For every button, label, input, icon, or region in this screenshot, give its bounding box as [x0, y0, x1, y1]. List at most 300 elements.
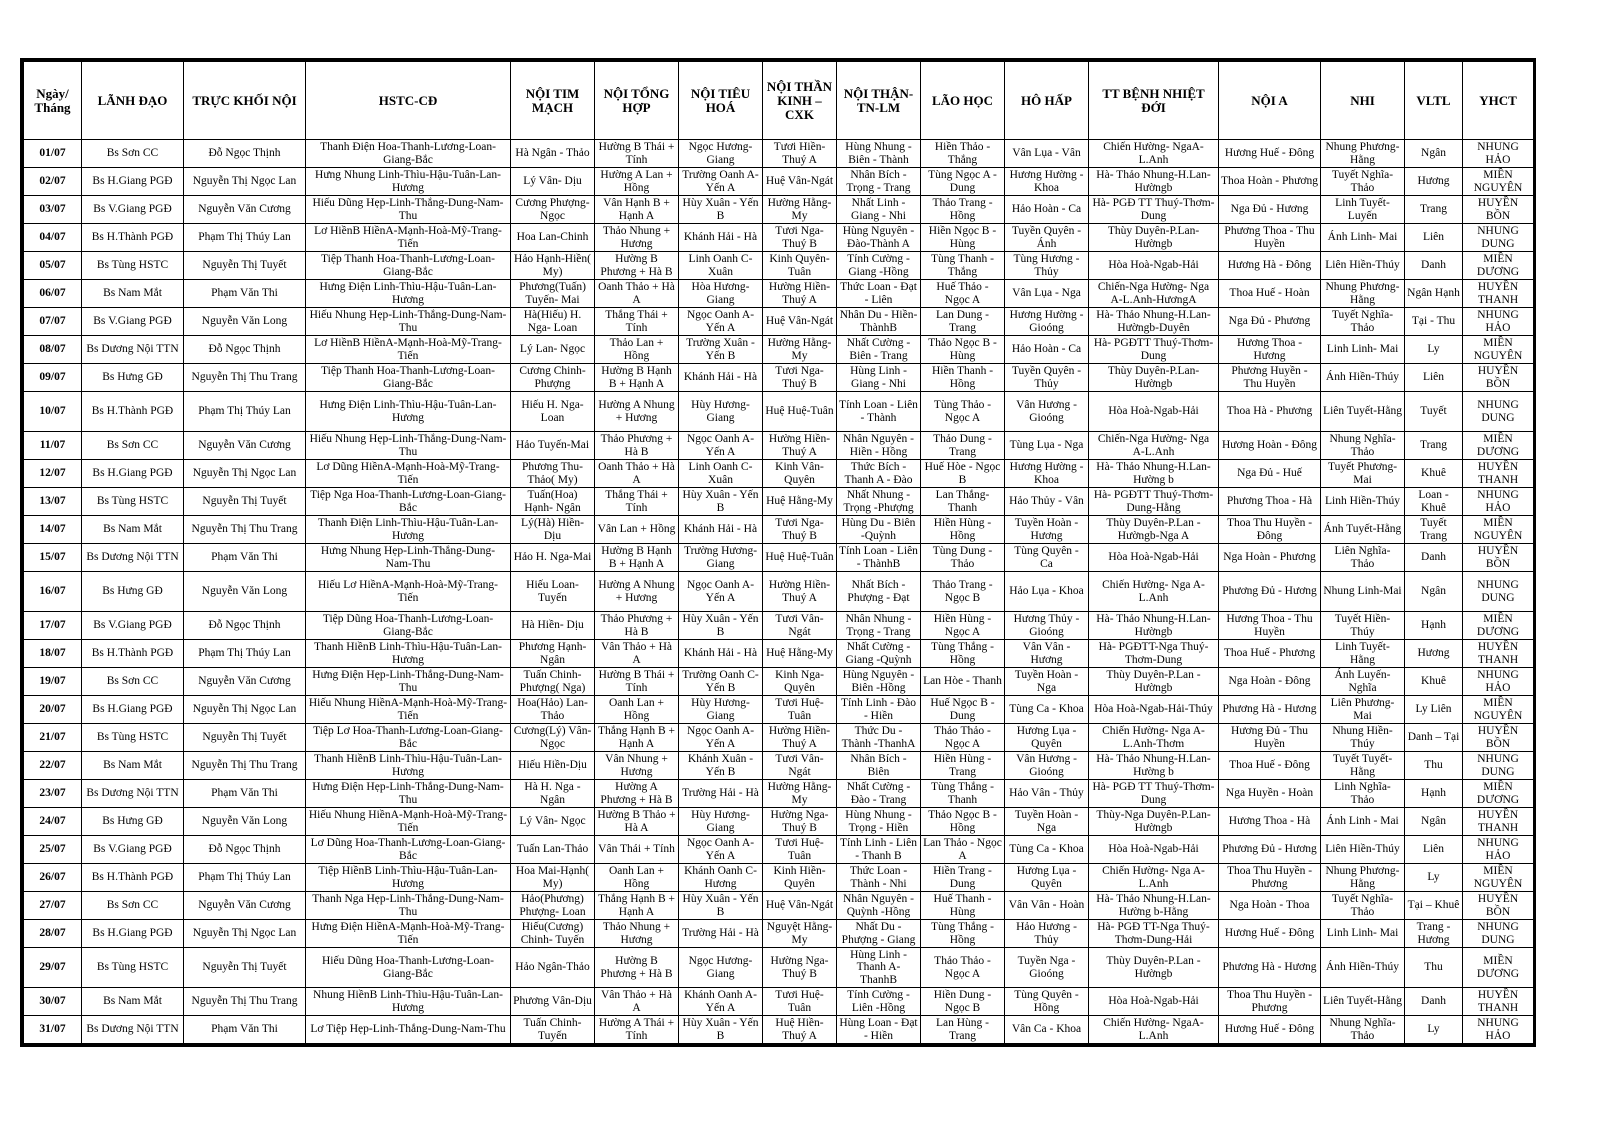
cell-neurology: Nguyệt Hằng- My: [763, 920, 837, 948]
cell-internal-a: Nga Đủ - Phương: [1219, 308, 1321, 336]
cell-physio: Ly Liên: [1405, 696, 1463, 724]
cell-leader: Bs Nam Mắt: [82, 988, 184, 1016]
cell-gastro: Hùy Hương-Giang: [679, 696, 763, 724]
cell-neurology: Tươi Nga-Thuý B: [763, 224, 837, 252]
cell-gastro: Hùy Hương-Giang: [679, 808, 763, 836]
cell-tropical-disease: Chiến Hường- Nga A-L.Anh-Thơm: [1089, 724, 1219, 752]
cell-internal-a: Hương Thoa - Hương: [1219, 336, 1321, 364]
table-row: [24, 892, 1534, 920]
cell-internal-a: Thoa Thu Huyền - Phương: [1219, 864, 1321, 892]
cell-respiratory: Vân Hương - Gioóng: [1005, 752, 1089, 780]
cell-internal-a: Hương Hoàn - Đông: [1219, 432, 1321, 460]
cell-geriatrics: Thảo Trang - Hồng: [921, 196, 1005, 224]
cell-icu: Tiệp Thanh Hoa-Thanh-Lương-Loan-Giang-Bắc: [306, 252, 511, 280]
cell-neurology: Kinh Quyên-Tuân: [763, 252, 837, 280]
cell-geriatrics: Thảo Ngọc B - Hồng: [921, 808, 1005, 836]
cell-gastro: Linh Oanh C- Xuân: [679, 252, 763, 280]
cell-date: 31/07: [24, 1016, 82, 1044]
header-row: [24, 62, 1534, 140]
cell-leader: Bs Tùng HSTC: [82, 252, 184, 280]
cell-gastro: Khánh Oanh C-Hương: [679, 864, 763, 892]
table-row: [24, 808, 1534, 836]
cell-internal-a: Phương Thoa - Thu Huyền: [1219, 224, 1321, 252]
cell-icu: Lơ HiềnB HiềnA-Mạnh-Hoà-Mỹ-Trang-Tiến: [306, 224, 511, 252]
cell-gastro: Trường Hải - Hà: [679, 920, 763, 948]
cell-tropical-disease: Hà- PGĐTT-Nga Thuý-Thơm-Dung: [1089, 640, 1219, 668]
cell-cardiology: Tuấn Lan-Thảo: [511, 836, 595, 864]
cell-icu: Hiếu Dũng Hoa-Thanh-Lương-Loan-Giang-Bắc: [306, 948, 511, 988]
cell-gastro: Ngọc Oanh A- Yến A: [679, 724, 763, 752]
cell-cardiology: Hảo Tuyến-Mai: [511, 432, 595, 460]
cell-physio: Ly: [1405, 864, 1463, 892]
cell-icu: Hưng Điện Hẹp-Linh-Thắng-Dung-Nam-Thu: [306, 668, 511, 696]
cell-leader: Bs Tùng HSTC: [82, 724, 184, 752]
cell-pediatrics: Ánh Luyến-Nghĩa: [1321, 668, 1405, 696]
cell-pediatrics: Nhung Nghĩa-Thảo: [1321, 1016, 1405, 1044]
cell-leader: Bs Sơn CC: [82, 892, 184, 920]
cell-respiratory: Hương Hường - Gioóng: [1005, 308, 1089, 336]
cell-pediatrics: Nhung Phương-Hằng: [1321, 140, 1405, 168]
cell-pediatrics: Linh Tuyết-Hằng: [1321, 640, 1405, 668]
cell-date: 12/07: [24, 460, 82, 488]
cell-respiratory: Tuyền Quyên - Ánh: [1005, 224, 1089, 252]
cell-respiratory: Tuyền Hoàn - Hương: [1005, 516, 1089, 544]
cell-duty-internal: Phạm Văn Thi: [184, 280, 306, 308]
header-pediatrics: NHI: [1321, 62, 1405, 140]
cell-respiratory: Vân Hương - Gioóng: [1005, 392, 1089, 432]
cell-leader: Bs Dương Nội TTN: [82, 780, 184, 808]
cell-cardiology: Phương Thu-Thảo( My): [511, 460, 595, 488]
cell-general-internal: Oanh Thảo + Hà A: [595, 280, 679, 308]
cell-neurology: Huệ Vân-Ngát: [763, 168, 837, 196]
cell-general-internal: Vân Nhung + Hương: [595, 752, 679, 780]
cell-cardiology: Cương(Lý) Vân- Ngọc: [511, 724, 595, 752]
cell-pediatrics: Liên Tuyết-Hằng: [1321, 392, 1405, 432]
cell-tropical-disease: Chiến-Nga Hường- Nga A-L.Anh: [1089, 432, 1219, 460]
cell-traditional-med: MIỀN NGUYÊN: [1463, 168, 1534, 196]
cell-general-internal: Vân Thảo + Hà A: [595, 640, 679, 668]
cell-nephrology: Tính Loan - Liên - ThànhB: [837, 544, 921, 572]
cell-physio: Ly: [1405, 336, 1463, 364]
cell-leader: Bs H.Giang PGĐ: [82, 168, 184, 196]
cell-tropical-disease: Hà- PGĐ TT-Nga Thuý-Thơm-Dung-Hải: [1089, 920, 1219, 948]
cell-pediatrics: Tuyết Nghĩa-Thảo: [1321, 892, 1405, 920]
cell-respiratory: Hương Lụa - Quyên: [1005, 864, 1089, 892]
cell-cardiology: Lý Lan- Ngọc: [511, 336, 595, 364]
table-row: [24, 668, 1534, 696]
cell-internal-a: Thoa Huế - Hoàn: [1219, 280, 1321, 308]
cell-neurology: Tươi Hiền-Thuý A: [763, 140, 837, 168]
cell-gastro: Hòa Hương-Giang: [679, 280, 763, 308]
cell-respiratory: Hảo Vân - Thủy: [1005, 780, 1089, 808]
cell-date: 28/07: [24, 920, 82, 948]
cell-pediatrics: Tuyết Phương-Mai: [1321, 460, 1405, 488]
cell-gastro: Trường Xuân - Yến B: [679, 336, 763, 364]
cell-date: 24/07: [24, 808, 82, 836]
cell-respiratory: Hảo Hoàn - Ca: [1005, 336, 1089, 364]
cell-pediatrics: Linh Hiền-Thúy: [1321, 488, 1405, 516]
cell-general-internal: Thắng Thái + Tính: [595, 308, 679, 336]
table-row: [24, 988, 1534, 1016]
cell-geriatrics: Hiền Dung - Ngọc B: [921, 988, 1005, 1016]
cell-internal-a: Hương Huế - Đông: [1219, 1016, 1321, 1044]
cell-traditional-med: NHUNG DUNG: [1463, 572, 1534, 612]
cell-tropical-disease: Thùy Duyên-P.Lan-Hườngb: [1089, 364, 1219, 392]
cell-geriatrics: Lan Thảo - Ngọc A: [921, 836, 1005, 864]
cell-traditional-med: NHUNG HẢO: [1463, 1016, 1534, 1044]
cell-duty-internal: Phạm Thị Thúy Lan: [184, 224, 306, 252]
table-row: [24, 196, 1534, 224]
cell-duty-internal: Phạm Văn Thi: [184, 780, 306, 808]
table-row: [24, 488, 1534, 516]
cell-duty-internal: Nguyễn Văn Cương: [184, 196, 306, 224]
cell-cardiology: Cương Chinh-Phượng: [511, 364, 595, 392]
cell-leader: Bs V.Giang PGĐ: [82, 836, 184, 864]
cell-gastro: Khánh Xuân - Yến B: [679, 752, 763, 780]
cell-duty-internal: Nguyễn Văn Long: [184, 808, 306, 836]
cell-pediatrics: Ánh Linh - Mai: [1321, 808, 1405, 836]
cell-pediatrics: Tuyết Nghĩa-Thảo: [1321, 308, 1405, 336]
cell-gastro: Linh Oanh C- Xuân: [679, 460, 763, 488]
cell-pediatrics: Linh Linh- Mai: [1321, 336, 1405, 364]
cell-leader: Bs Nam Mắt: [82, 516, 184, 544]
cell-internal-a: Hương Huế - Đông: [1219, 140, 1321, 168]
cell-nephrology: Thức Loan - Đạt - Liên: [837, 280, 921, 308]
cell-tropical-disease: Hà- Thảo Nhung-H.Lan-Hườngb: [1089, 168, 1219, 196]
cell-internal-a: Thoa Hà - Phương: [1219, 392, 1321, 432]
cell-neurology: Hường Nga-Thuý B: [763, 808, 837, 836]
cell-icu: Hưng Điện Linh-Thìu-Hậu-Tuân-Lan-Hương: [306, 280, 511, 308]
cell-cardiology: Lý Vân- Ngọc: [511, 808, 595, 836]
cell-traditional-med: HUYỀN THANH: [1463, 988, 1534, 1016]
cell-general-internal: Hường B Phương + Hà B: [595, 948, 679, 988]
cell-nephrology: Nhân Nguyên - Hiền - Hồng: [837, 432, 921, 460]
cell-geriatrics: Lan Hùng - Trang: [921, 1016, 1005, 1044]
cell-gastro: Khánh Hải - Hà: [679, 516, 763, 544]
table-row: [24, 364, 1534, 392]
cell-leader: Bs H.Thành PGĐ: [82, 392, 184, 432]
cell-internal-a: Hương Thoa - Thu Huyền: [1219, 612, 1321, 640]
cell-respiratory: Vân Lụa - Nga: [1005, 280, 1089, 308]
cell-nephrology: Nhân Bích - Trọng - Trang: [837, 168, 921, 196]
cell-cardiology: Tuấn(Hoa) Hạnh- Ngân: [511, 488, 595, 516]
cell-geriatrics: Tùng Thanh - Thắng: [921, 252, 1005, 280]
cell-nephrology: Hùng Loan - Đạt - Hiền: [837, 1016, 921, 1044]
duty-roster-sheet: [20, 58, 1536, 1047]
cell-duty-internal: Nguyễn Thị Tuyết: [184, 252, 306, 280]
cell-neurology: Hường Hiền-Thuý A: [763, 280, 837, 308]
cell-leader: Bs Hưng GĐ: [82, 808, 184, 836]
cell-date: 15/07: [24, 544, 82, 572]
cell-geriatrics: Hiền Hùng - Ngọc A: [921, 612, 1005, 640]
cell-respiratory: Hương Thủy - Gioóng: [1005, 612, 1089, 640]
cell-icu: Lơ Dũng Hoa-Thanh-Lương-Loan-Giang-Bắc: [306, 836, 511, 864]
cell-gastro: Ngọc Oanh A- Yến A: [679, 308, 763, 336]
cell-icu: Hiếu Dũng Hẹp-Linh-Thắng-Dung-Nam-Thu: [306, 196, 511, 224]
cell-respiratory: Hảo Lụa - Khoa: [1005, 572, 1089, 612]
cell-nephrology: Hùng Nhung - Trọng - Hiền: [837, 808, 921, 836]
cell-physio: Hương: [1405, 168, 1463, 196]
cell-pediatrics: Ánh Hiền-Thúy: [1321, 364, 1405, 392]
table-row: [24, 516, 1534, 544]
cell-cardiology: Hiếu Loan-Tuyến: [511, 572, 595, 612]
cell-physio: Ngân Hạnh: [1405, 280, 1463, 308]
cell-tropical-disease: Hòa Hoà-Ngab-Hải: [1089, 252, 1219, 280]
cell-physio: Hạnh: [1405, 612, 1463, 640]
cell-nephrology: Nhân Nhung - Trọng - Trang: [837, 612, 921, 640]
table-row: [24, 168, 1534, 196]
cell-neurology: Kinh Vân-Quyên: [763, 460, 837, 488]
cell-respiratory: Hương Hường - Khoa: [1005, 460, 1089, 488]
cell-neurology: Hường Hằng-My: [763, 780, 837, 808]
cell-respiratory: Hương Hường - Khoa: [1005, 168, 1089, 196]
cell-general-internal: Hường A Nhung + Hương: [595, 572, 679, 612]
cell-pediatrics: Linh Linh- Mai: [1321, 920, 1405, 948]
cell-duty-internal: Nguyễn Thị Tuyết: [184, 948, 306, 988]
cell-cardiology: Phương(Tuấn) Tuyến- Mai: [511, 280, 595, 308]
cell-cardiology: Hảo Ngân-Thảo: [511, 948, 595, 988]
cell-icu: Tiệp HiềnB Linh-Thìu-Hậu-Tuân-Lan-Hương: [306, 864, 511, 892]
cell-general-internal: Hường B Hạnh B + Hạnh A: [595, 544, 679, 572]
table-row: [24, 612, 1534, 640]
table-row: [24, 724, 1534, 752]
cell-traditional-med: NHUNG DUNG: [1463, 752, 1534, 780]
cell-nephrology: Nhân Bích - Biên: [837, 752, 921, 780]
table-row: [24, 1016, 1534, 1044]
cell-leader: Bs H.Giang PGĐ: [82, 460, 184, 488]
table-row: [24, 432, 1534, 460]
header-internal-a: NỘI A: [1219, 62, 1321, 140]
cell-geriatrics: Thảo Trang - Ngọc B: [921, 572, 1005, 612]
cell-date: 08/07: [24, 336, 82, 364]
cell-pediatrics: Liên Hiền-Thúy: [1321, 252, 1405, 280]
header-geriatrics: LÃO HỌC: [921, 62, 1005, 140]
cell-traditional-med: MIỀN NGUYÊN: [1463, 516, 1534, 544]
cell-leader: Bs H.Thành PGĐ: [82, 224, 184, 252]
cell-traditional-med: NHUNG HẢO: [1463, 488, 1534, 516]
cell-traditional-med: MIỀN NGUYÊN: [1463, 336, 1534, 364]
cell-duty-internal: Nguyễn Thị Thu Trang: [184, 516, 306, 544]
cell-physio: Hạnh: [1405, 780, 1463, 808]
cell-physio: Tại – Khuê: [1405, 892, 1463, 920]
cell-geriatrics: Tùng Thắng - Hồng: [921, 920, 1005, 948]
cell-respiratory: Tùng Hương - Thủy: [1005, 252, 1089, 280]
cell-leader: Bs Sơn CC: [82, 140, 184, 168]
cell-nephrology: Tính Linh - Đào - Hiền: [837, 696, 921, 724]
cell-duty-internal: Phạm Thị Thúy Lan: [184, 392, 306, 432]
cell-internal-a: Phương Hà - Hương: [1219, 948, 1321, 988]
cell-traditional-med: NHUNG DUNG: [1463, 920, 1534, 948]
cell-internal-a: Thoa Thu Huyền - Phương: [1219, 988, 1321, 1016]
duty-roster-table: [23, 61, 1534, 1044]
cell-pediatrics: Ánh Hiền-Thúy: [1321, 948, 1405, 988]
cell-neurology: Tươi Vân-Ngát: [763, 612, 837, 640]
cell-geriatrics: Huế Thảo - Ngọc A: [921, 280, 1005, 308]
cell-respiratory: Tùng Quyên - Ca: [1005, 544, 1089, 572]
cell-geriatrics: Tùng Ngọc A - Dung: [921, 168, 1005, 196]
cell-cardiology: Cương Phượng-Ngọc: [511, 196, 595, 224]
cell-respiratory: Hảo Hoàn - Ca: [1005, 196, 1089, 224]
cell-date: 07/07: [24, 308, 82, 336]
cell-neurology: Huệ Hằng-My: [763, 640, 837, 668]
cell-physio: Liên: [1405, 836, 1463, 864]
cell-physio: Tuyết Trang: [1405, 516, 1463, 544]
cell-icu: Thanh Nga Hẹp-Linh-Thắng-Dung-Nam-Thu: [306, 892, 511, 920]
table-row: [24, 696, 1534, 724]
cell-general-internal: Thắng Hạnh B + Hạnh A: [595, 724, 679, 752]
cell-geriatrics: Thảo Thảo - Ngọc A: [921, 724, 1005, 752]
cell-date: 25/07: [24, 836, 82, 864]
cell-respiratory: Vân Lụa - Vân: [1005, 140, 1089, 168]
cell-internal-a: Hương Đủ - Thu Huyền: [1219, 724, 1321, 752]
cell-traditional-med: MIỀN DƯƠNG: [1463, 252, 1534, 280]
cell-duty-internal: Nguyễn Thị Ngọc Lan: [184, 920, 306, 948]
cell-respiratory: Vân Ca - Khoa: [1005, 1016, 1089, 1044]
cell-cardiology: Hiếu(Cương) Chinh- Tuyến: [511, 920, 595, 948]
cell-physio: Danh: [1405, 252, 1463, 280]
cell-duty-internal: Nguyễn Thị Ngọc Lan: [184, 168, 306, 196]
cell-date: 27/07: [24, 892, 82, 920]
cell-tropical-disease: Hà- PGĐ TT Thuý-Thơm-Dung: [1089, 780, 1219, 808]
cell-geriatrics: Hiền Trang - Dung: [921, 864, 1005, 892]
cell-icu: Hiếu Nhung HiềnA-Mạnh-Hoà-Mỹ-Trang-Tiến: [306, 808, 511, 836]
cell-duty-internal: Đỗ Ngọc Thịnh: [184, 140, 306, 168]
cell-duty-internal: Đỗ Ngọc Thịnh: [184, 836, 306, 864]
cell-date: 30/07: [24, 988, 82, 1016]
cell-leader: Bs Hưng GĐ: [82, 364, 184, 392]
cell-icu: Tiệp Dũng Hoa-Thanh-Lương-Loan-Giang-Bắc: [306, 612, 511, 640]
cell-leader: Bs H.Giang PGĐ: [82, 696, 184, 724]
cell-nephrology: Hùng Nguyên - Biên -Hồng: [837, 668, 921, 696]
header-traditional-med: YHCT: [1463, 62, 1534, 140]
cell-tropical-disease: Hà- Thảo Nhung-H.Lan-Hường b: [1089, 752, 1219, 780]
cell-neurology: Huệ Huệ-Tuân: [763, 544, 837, 572]
cell-general-internal: Hường A Lan + Hồng: [595, 168, 679, 196]
cell-internal-a: Phương Đủ - Hương: [1219, 572, 1321, 612]
cell-geriatrics: Tùng Thảo - Ngọc A: [921, 392, 1005, 432]
cell-duty-internal: Nguyễn Thị Thu Trang: [184, 752, 306, 780]
cell-traditional-med: HUYỀN THANH: [1463, 280, 1534, 308]
cell-cardiology: Hiếu H. Nga-Loan: [511, 392, 595, 432]
cell-duty-internal: Đỗ Ngọc Thịnh: [184, 336, 306, 364]
cell-respiratory: Tùng Ca - Khoa: [1005, 836, 1089, 864]
cell-icu: Hiếu Nhung Hẹp-Linh-Thắng-Dung-Nam-Thu: [306, 432, 511, 460]
cell-internal-a: Nga Hoàn - Phương: [1219, 544, 1321, 572]
cell-leader: Bs Sơn CC: [82, 432, 184, 460]
cell-neurology: Tươi Vân-Ngát: [763, 752, 837, 780]
cell-neurology: Huệ Hiền-Thuý A: [763, 1016, 837, 1044]
cell-physio: Danh: [1405, 988, 1463, 1016]
cell-tropical-disease: Chiến Hường- Nga A-L.Anh: [1089, 864, 1219, 892]
cell-nephrology: Hùng Nguyên - Đào-Thành A: [837, 224, 921, 252]
cell-icu: Thanh Điện Hoa-Thanh-Lương-Loan-Giang-Bắc: [306, 140, 511, 168]
cell-gastro: Hùy Xuân - Yến B: [679, 196, 763, 224]
cell-physio: Tại - Thu: [1405, 308, 1463, 336]
cell-pediatrics: Ánh Tuyết-Hằng: [1321, 516, 1405, 544]
roster-body: [24, 140, 1534, 1044]
table-row: [24, 224, 1534, 252]
table-row: [24, 280, 1534, 308]
cell-nephrology: Nhất Cường - Giang -Quỳnh: [837, 640, 921, 668]
cell-geriatrics: Lan Hòe - Thanh: [921, 668, 1005, 696]
cell-physio: Thu: [1405, 948, 1463, 988]
cell-pediatrics: Ánh Linh- Mai: [1321, 224, 1405, 252]
table-row: [24, 836, 1534, 864]
cell-icu: Thanh HiềnB Linh-Thìu-Hậu-Tuân-Lan-Hương: [306, 752, 511, 780]
cell-tropical-disease: Hà- PGĐTT Thuý-Thơm-Dung: [1089, 336, 1219, 364]
cell-date: 17/07: [24, 612, 82, 640]
cell-geriatrics: Thảo Dung - Trang: [921, 432, 1005, 460]
cell-physio: Ly: [1405, 1016, 1463, 1044]
cell-general-internal: Hường B Thảo + Hà A: [595, 808, 679, 836]
cell-pediatrics: Nhung Phương-Hằng: [1321, 280, 1405, 308]
cell-leader: Bs V.Giang PGĐ: [82, 196, 184, 224]
cell-internal-a: Phương Huyền - Thu Huyền: [1219, 364, 1321, 392]
cell-tropical-disease: Chiến Hường- Nga A-L.Anh: [1089, 572, 1219, 612]
cell-neurology: Hường Hằng-My: [763, 196, 837, 224]
cell-pediatrics: Linh Tuyết-Luyến: [1321, 196, 1405, 224]
cell-duty-internal: Đỗ Ngọc Thịnh: [184, 612, 306, 640]
cell-respiratory: Hảo Thủy - Vân: [1005, 488, 1089, 516]
cell-geriatrics: Thảo Ngọc B - Hùng: [921, 336, 1005, 364]
cell-duty-internal: Nguyễn Văn Cương: [184, 892, 306, 920]
cell-physio: Khuê: [1405, 668, 1463, 696]
cell-geriatrics: Hiền Thanh - Hồng: [921, 364, 1005, 392]
cell-physio: Hương: [1405, 640, 1463, 668]
cell-icu: Hiếu Nhung Hẹp-Linh-Thắng-Dung-Nam-Thu: [306, 308, 511, 336]
cell-internal-a: Thoa Hoàn - Phương: [1219, 168, 1321, 196]
cell-leader: Bs V.Giang PGĐ: [82, 308, 184, 336]
cell-icu: Hiếu Nhung HiềnA-Mạnh-Hoà-Mỹ-Trang-Tiến: [306, 696, 511, 724]
cell-date: 18/07: [24, 640, 82, 668]
cell-icu: Nhung HiềnB Linh-Thìu-Hậu-Tuân-Lan-Hương: [306, 988, 511, 1016]
cell-nephrology: Nhất Linh - Giang - Nhi: [837, 196, 921, 224]
cell-tropical-disease: Hà- PGĐTT Thuý-Thơm-Dung-Hằng: [1089, 488, 1219, 516]
cell-cardiology: Hảo H. Nga-Mai: [511, 544, 595, 572]
cell-nephrology: Nhất Cường - Biên - Trang: [837, 336, 921, 364]
cell-nephrology: Hùng Du - Biên -Quỳnh: [837, 516, 921, 544]
cell-internal-a: Thoa Thu Huyền - Đông: [1219, 516, 1321, 544]
cell-date: 29/07: [24, 948, 82, 988]
cell-general-internal: Hường B Hạnh B + Hạnh A: [595, 364, 679, 392]
cell-internal-a: Hương Hà - Đông: [1219, 252, 1321, 280]
cell-duty-internal: Phạm Thị Thúy Lan: [184, 864, 306, 892]
cell-physio: Liên: [1405, 224, 1463, 252]
cell-general-internal: Hường B Thái + Tính: [595, 668, 679, 696]
cell-geriatrics: Huế Thanh - Hùng: [921, 892, 1005, 920]
cell-pediatrics: Nhung Linh-Mai: [1321, 572, 1405, 612]
cell-general-internal: Thắng Thái + Tính: [595, 488, 679, 516]
header-respiratory: HÔ HẤP: [1005, 62, 1089, 140]
cell-duty-internal: Nguyễn Thị Ngọc Lan: [184, 460, 306, 488]
cell-leader: Bs Nam Mắt: [82, 752, 184, 780]
table-row: [24, 308, 1534, 336]
header-general-internal: NỘI TỔNG HỢP: [595, 62, 679, 140]
cell-physio: Ngân: [1405, 572, 1463, 612]
cell-traditional-med: MIỀN NGUYÊN: [1463, 864, 1534, 892]
cell-gastro: Khánh Hải - Hà: [679, 364, 763, 392]
cell-gastro: Ngọc Oanh A- Yến A: [679, 836, 763, 864]
cell-leader: Bs Nam Mắt: [82, 280, 184, 308]
cell-physio: Danh: [1405, 544, 1463, 572]
cell-leader: Bs Dương Nội TTN: [82, 336, 184, 364]
cell-nephrology: Nhất Nhung - Trọng -Phượng: [837, 488, 921, 516]
cell-geriatrics: Hiền Ngọc B - Hùng: [921, 224, 1005, 252]
cell-gastro: Hùy Hương-Giang: [679, 392, 763, 432]
cell-pediatrics: Tuyết Hiền-Thúy: [1321, 612, 1405, 640]
cell-tropical-disease: Hà- Thảo Nhung-H.Lan-Hườngb: [1089, 612, 1219, 640]
cell-respiratory: Tuyền Hoàn - Nga: [1005, 808, 1089, 836]
